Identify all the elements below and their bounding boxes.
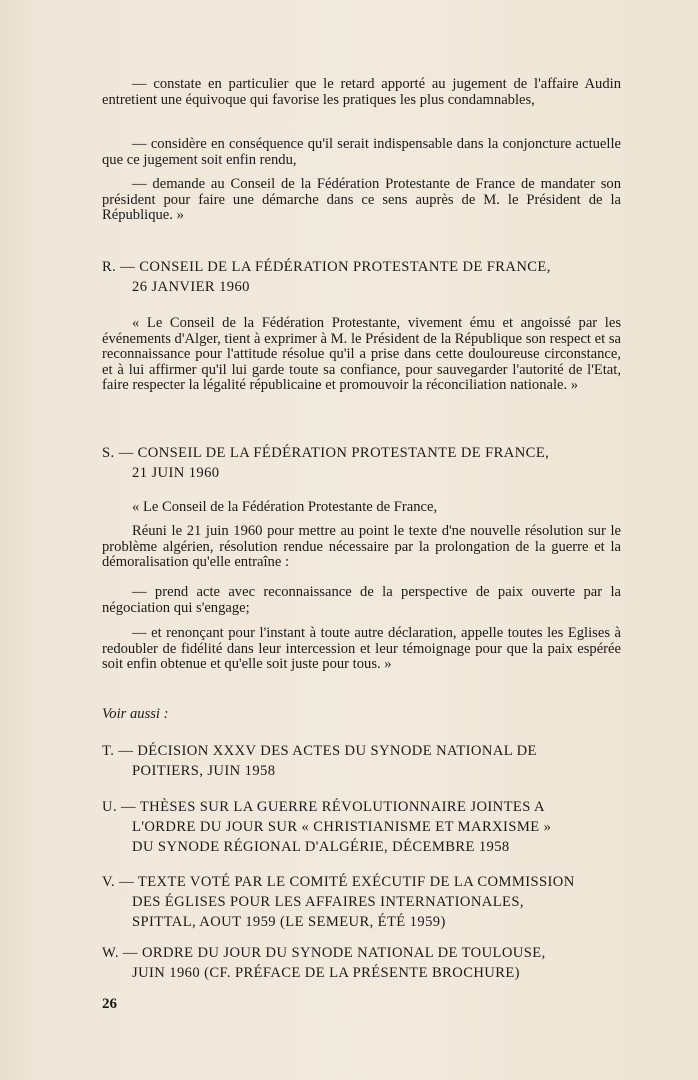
- section-u-heading-line3: DU SYNODE RÉGIONAL D'ALGÉRIE, DÉCEMBRE 1958: [132, 839, 510, 855]
- section-u-heading: [102, 797, 621, 857]
- page-number: 26: [102, 996, 117, 1012]
- section-w-heading: [102, 943, 621, 983]
- section-s-paragraph-3: — prend acte avec reconnaissance de la perspective de paix ouverte par la négociation qui s'engage;: [102, 584, 621, 616]
- paragraph-considere: — considère en conséquence qu'il serait indispensable dans la conjoncture actuelle que ce jugement soit enfin rendu,: [102, 136, 621, 168]
- section-w-heading-line2: JUIN 1960 (CF. PRÉFACE DE LA PRÉSENTE BROCHURE): [132, 965, 520, 981]
- see-also-label: Voir aussi :: [102, 706, 169, 722]
- section-v-heading-line1: V. — TEXTE VOTÉ PAR LE COMITÉ EXÉCUTIF DE LA COMMISSION: [102, 874, 575, 890]
- section-u-heading-line2: L'ORDRE DU JOUR SUR « CHRISTIANISME ET MARXISME »: [132, 819, 552, 835]
- section-r-heading-line1: R. — CONSEIL DE LA FÉDÉRATION PROTESTANTE DE FRANCE,: [102, 259, 551, 275]
- section-t-heading: [102, 741, 621, 781]
- section-s-heading: [102, 443, 621, 483]
- section-s-paragraph-1: « Le Conseil de la Fédération Protestante de France,: [132, 499, 438, 515]
- section-v-heading-line2: DES ÉGLISES POUR LES AFFAIRES INTERNATIONALES,: [132, 894, 524, 910]
- section-t-heading-line1: T. — DÉCISION XXXV DES ACTES DU SYNODE NATIONAL DE: [102, 743, 537, 759]
- section-w-heading-line1: W. — ORDRE DU JOUR DU SYNODE NATIONAL DE TOULOUSE,: [102, 945, 546, 961]
- section-v-heading-line3: SPITTAL, AOUT 1959 (LE SEMEUR, ÉTÉ 1959): [132, 914, 446, 930]
- section-s-heading-line1: S. — CONSEIL DE LA FÉDÉRATION PROTESTANTE DE FRANCE,: [102, 445, 550, 461]
- section-r-heading: [102, 257, 621, 297]
- paragraph-constate: — constate en particulier que le retard apporté au jugement de l'affaire Audin entretient une équivoque qui favorise les pratiques les plus condamnables,: [102, 76, 621, 108]
- section-v-heading: [102, 872, 621, 932]
- paragraph-demande: — demande au Conseil de la Fédération Protestante de France de mandater son président pour faire une démarche dans ce sens auprès de M. le Président de la République. »: [102, 176, 621, 224]
- section-s-paragraph-4: — et renonçant pour l'instant à toute autre déclaration, appelle toutes les Eglises à redoubler de fidélité dans leur intercession et leur témoignage pour que la paix espérée soit enfin obtenue et qu'elle soit juste pour tous. »: [102, 625, 621, 673]
- section-r-heading-line2: 26 JANVIER 1960: [132, 279, 250, 295]
- section-r-quote: « Le Conseil de la Fédération Protestante, vivement ému et angoissé par les événements d'Alger, tient à exprimer à M. le Président de la République son respect et sa reconnaissance pour l'attitude résolue qu'il a prise dans cette douloureuse circonstance, et à lui affirmer qu'il lui garde toute sa confiance, pour sauvegarder l'autorité de l'Etat, faire respecter la légalité républicaine et promouvoir la réconciliation nationale. »: [102, 315, 621, 394]
- section-t-heading-line2: POITIERS, JUIN 1958: [132, 763, 276, 779]
- section-s-paragraph-2: Réuni le 21 juin 1960 pour mettre au point le texte d'ne nouvelle résolution sur le problème algérien, résolution rendue nécessaire par la prolongation de la guerre et la démoralisation qu'elle entraîne :: [102, 523, 621, 571]
- section-s-heading-line2: 21 JUIN 1960: [132, 465, 220, 481]
- section-u-heading-line1: U. — THÈSES SUR LA GUERRE RÉVOLUTIONNAIRE JOINTES A: [102, 799, 545, 815]
